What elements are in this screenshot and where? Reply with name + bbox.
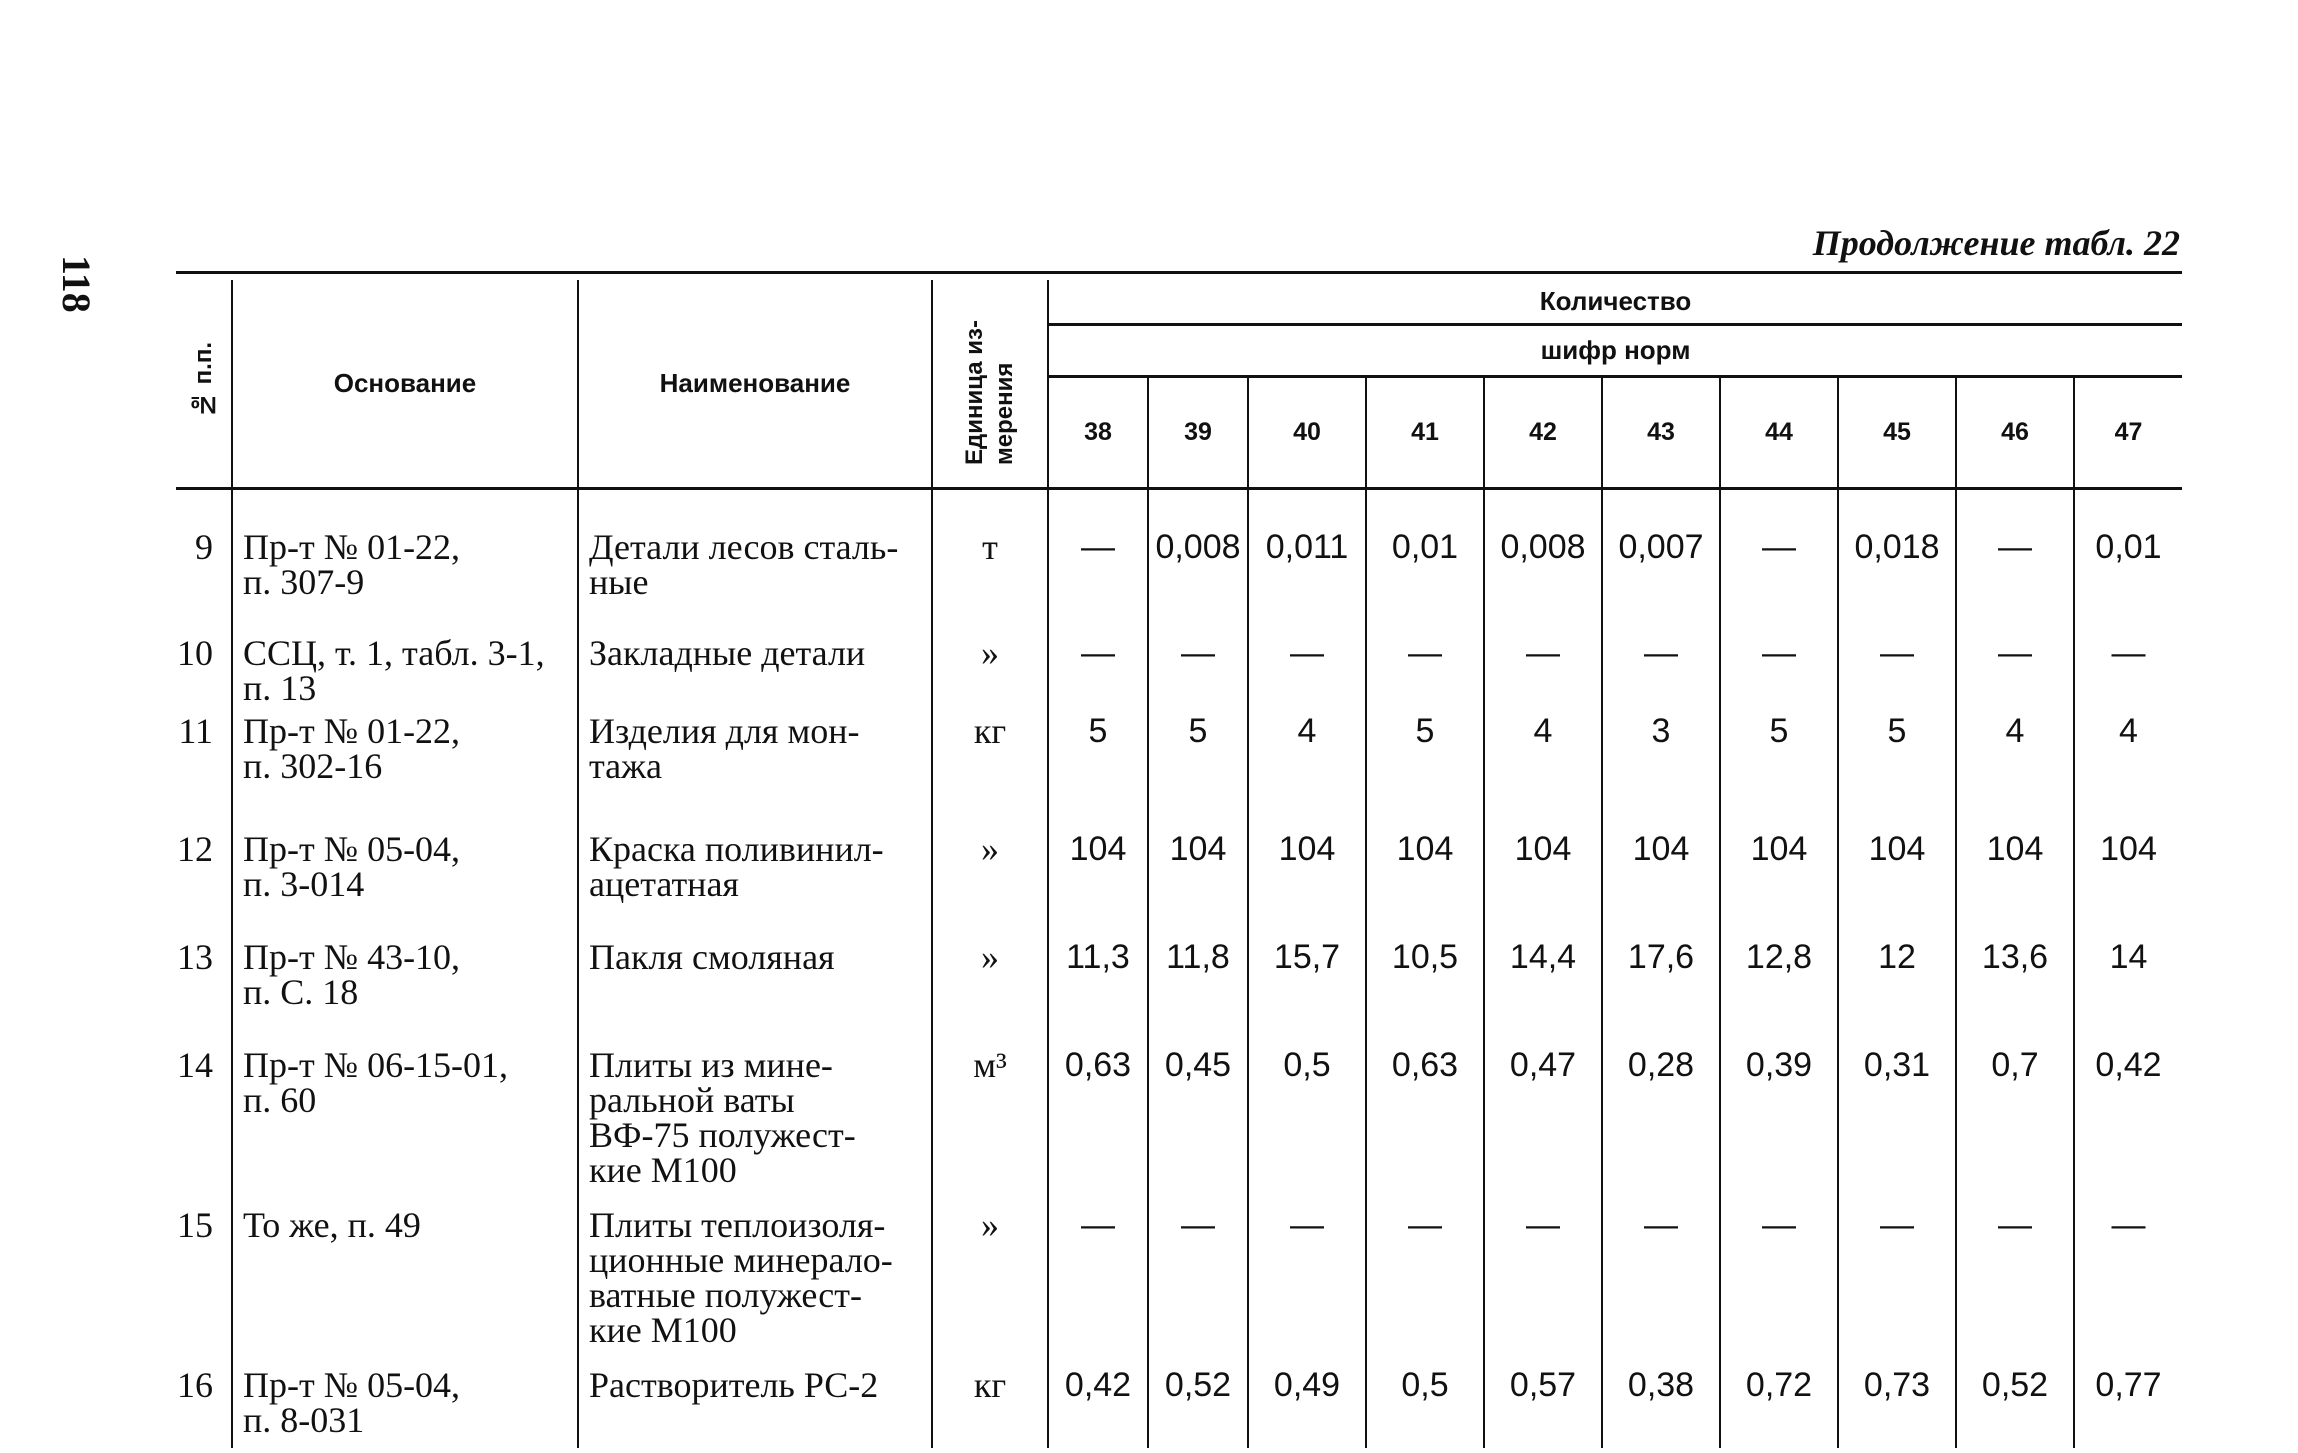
row-name: Краска поливинил- ацетатная bbox=[578, 812, 932, 920]
row-value: 10,5 bbox=[1366, 920, 1484, 1028]
row-value: 17,6 bbox=[1602, 920, 1720, 1028]
row-unit: » bbox=[932, 812, 1048, 920]
row-value: 0,01 bbox=[1366, 488, 1484, 628]
row-unit: » bbox=[932, 920, 1048, 1028]
header-code-cell: 45 bbox=[1838, 376, 1956, 488]
table-row bbox=[176, 706, 2182, 812]
row-value: — bbox=[1956, 488, 2074, 628]
row-value: — bbox=[1484, 628, 1602, 706]
table-top-rule bbox=[176, 271, 2182, 274]
table-body bbox=[176, 488, 2182, 1448]
row-value: 104 bbox=[1148, 812, 1248, 920]
row-number: 14 bbox=[177, 1045, 213, 1085]
row-value: 0,018 bbox=[1838, 488, 1956, 628]
header-code-cell: 39 bbox=[1148, 376, 1248, 488]
header-quantity: Количество bbox=[1048, 280, 2182, 324]
row-value: — bbox=[2074, 1188, 2182, 1348]
row-value: — bbox=[1366, 628, 1484, 706]
row-value: 0,7 bbox=[1956, 1028, 2074, 1188]
page-number: 118 bbox=[54, 255, 99, 313]
row-value: 12,8 bbox=[1720, 920, 1838, 1028]
row-value: 11,3 bbox=[1048, 920, 1148, 1028]
row-value: 3 bbox=[1602, 706, 1720, 812]
row-value: 0,57 bbox=[1484, 1348, 1602, 1448]
row-value: 0,008 bbox=[1148, 488, 1248, 628]
header-num bbox=[176, 280, 232, 488]
row-value: — bbox=[1602, 1188, 1720, 1348]
row-value: 0,72 bbox=[1720, 1348, 1838, 1448]
row-value: 0,77 bbox=[2074, 1348, 2182, 1448]
row-name: Плиты из мине- ральной ваты ВФ-75 полужест- кие М100 bbox=[578, 1028, 932, 1188]
row-value: — bbox=[1838, 1188, 1956, 1348]
row-value: 104 bbox=[1048, 812, 1148, 920]
row-value: 13,6 bbox=[1956, 920, 2074, 1028]
row-value: 0,42 bbox=[2074, 1028, 2182, 1188]
row-value: — bbox=[1956, 628, 2074, 706]
table-continuation-title: Продолжение табл. 22 bbox=[1812, 223, 2180, 263]
row-value: — bbox=[1048, 628, 1148, 706]
row-number: 15 bbox=[177, 1205, 213, 1245]
norms-table bbox=[176, 280, 2182, 1448]
header-unit-label: Единица из- мерения bbox=[961, 319, 1018, 465]
row-value: 5 bbox=[1048, 706, 1148, 812]
row-value: 0,39 bbox=[1720, 1028, 1838, 1188]
header-unit bbox=[932, 280, 1048, 488]
table-row bbox=[176, 1028, 2182, 1188]
row-value: 0,63 bbox=[1048, 1028, 1148, 1188]
row-value: 4 bbox=[2074, 706, 2182, 812]
header-norm-code: шифр норм bbox=[1048, 324, 2182, 376]
row-value: — bbox=[1720, 1188, 1838, 1348]
row-value: 0,5 bbox=[1366, 1348, 1484, 1448]
row-value: 15,7 bbox=[1248, 920, 1366, 1028]
row-value: 0,28 bbox=[1602, 1028, 1720, 1188]
row-value: 104 bbox=[1248, 812, 1366, 920]
row-value: 12 bbox=[1838, 920, 1956, 1028]
row-value: — bbox=[1248, 628, 1366, 706]
row-name: Закладные детали bbox=[578, 628, 932, 706]
row-value: 0,52 bbox=[1148, 1348, 1248, 1448]
row-value: 4 bbox=[1248, 706, 1366, 812]
header-code-cell: 40 bbox=[1248, 376, 1366, 488]
table-row bbox=[176, 1348, 2182, 1448]
row-value: 0,49 bbox=[1248, 1348, 1366, 1448]
row-value: 5 bbox=[1838, 706, 1956, 812]
row-value: 14 bbox=[2074, 920, 2182, 1028]
row-value: 0,008 bbox=[1484, 488, 1602, 628]
row-name: Плиты теплоизоля- ционные минерало- ватные полужест- кие М100 bbox=[578, 1188, 932, 1348]
row-value: 104 bbox=[1838, 812, 1956, 920]
row-value: 14,4 bbox=[1484, 920, 1602, 1028]
row-value: 4 bbox=[1484, 706, 1602, 812]
row-unit: т bbox=[932, 488, 1048, 628]
row-value: 0,52 bbox=[1956, 1348, 2074, 1448]
row-value: 0,47 bbox=[1484, 1028, 1602, 1188]
table-row bbox=[176, 628, 2182, 706]
header-code-cell: 46 bbox=[1956, 376, 2074, 488]
row-value: — bbox=[1838, 628, 1956, 706]
row-unit: » bbox=[932, 1188, 1048, 1348]
row-value: 104 bbox=[2074, 812, 2182, 920]
header-code-cell: 44 bbox=[1720, 376, 1838, 488]
row-basis: Пр-т № 05-04, п. 3-014 bbox=[232, 812, 578, 920]
row-unit: м³ bbox=[932, 1028, 1048, 1188]
row-value: 5 bbox=[1366, 706, 1484, 812]
row-value: — bbox=[1602, 628, 1720, 706]
row-number: 16 bbox=[177, 1365, 213, 1405]
header-name: Наименование bbox=[578, 280, 932, 488]
row-basis: Пр-т № 01-22, п. 302-16 bbox=[232, 706, 578, 812]
row-value: — bbox=[1048, 488, 1148, 628]
table-row bbox=[176, 1188, 2182, 1348]
row-basis: Пр-т № 01-22, п. 307-9 bbox=[232, 488, 578, 628]
row-value: — bbox=[1048, 1188, 1148, 1348]
row-number: 9 bbox=[195, 526, 213, 567]
header-num-label: № п.п. bbox=[189, 341, 217, 418]
row-value: 104 bbox=[1720, 812, 1838, 920]
row-name: Пакля смоляная bbox=[578, 920, 932, 1028]
row-value: 0,007 bbox=[1602, 488, 1720, 628]
row-basis: Пр-т № 05-04, п. 8-031 bbox=[232, 1348, 578, 1448]
table-row bbox=[176, 812, 2182, 920]
row-value: — bbox=[1148, 628, 1248, 706]
header-code-cell: 43 bbox=[1602, 376, 1720, 488]
row-value: — bbox=[1720, 628, 1838, 706]
row-value: 11,8 bbox=[1148, 920, 1248, 1028]
row-value: — bbox=[1248, 1188, 1366, 1348]
row-name: Изделия для мон- тажа bbox=[578, 706, 932, 812]
header-basis: Основание bbox=[232, 280, 578, 488]
header-code-cell: 41 bbox=[1366, 376, 1484, 488]
row-unit: » bbox=[932, 628, 1048, 706]
row-value: 0,31 bbox=[1838, 1028, 1956, 1188]
row-basis: Пр-т № 06-15-01, п. 60 bbox=[232, 1028, 578, 1188]
row-value: 0,01 bbox=[2074, 488, 2182, 628]
row-value: 0,011 bbox=[1248, 488, 1366, 628]
row-value: — bbox=[1366, 1188, 1484, 1348]
row-value: 0,45 bbox=[1148, 1028, 1248, 1188]
row-number: 12 bbox=[177, 829, 213, 869]
row-value: — bbox=[1720, 488, 1838, 628]
row-value: 0,63 bbox=[1366, 1028, 1484, 1188]
row-value: 0,38 bbox=[1602, 1348, 1720, 1448]
row-value: 104 bbox=[1602, 812, 1720, 920]
row-basis: ССЦ, т. 1, табл. 3-1, п. 13 bbox=[232, 628, 578, 706]
row-value: — bbox=[1484, 1188, 1602, 1348]
row-number: 10 bbox=[177, 633, 213, 673]
row-value: — bbox=[2074, 628, 2182, 706]
row-value: 5 bbox=[1148, 706, 1248, 812]
table-row bbox=[176, 488, 2182, 628]
row-value: 0,42 bbox=[1048, 1348, 1148, 1448]
row-unit: кг bbox=[932, 706, 1048, 812]
row-basis: То же, п. 49 bbox=[232, 1188, 578, 1348]
table-row bbox=[176, 920, 2182, 1028]
row-value: 104 bbox=[1366, 812, 1484, 920]
header-code-cell: 47 bbox=[2074, 376, 2182, 488]
row-value: 104 bbox=[1484, 812, 1602, 920]
row-name: Детали лесов сталь- ные bbox=[578, 488, 932, 628]
row-value: — bbox=[1148, 1188, 1248, 1348]
row-basis: Пр-т № 43-10, п. С. 18 bbox=[232, 920, 578, 1028]
row-unit: кг bbox=[932, 1348, 1048, 1448]
row-value: 104 bbox=[1956, 812, 2074, 920]
row-number: 11 bbox=[178, 711, 213, 751]
row-name: Растворитель РС-2 bbox=[578, 1348, 932, 1448]
header-code-cell: 42 bbox=[1484, 376, 1602, 488]
header-code-cell: 38 bbox=[1048, 376, 1148, 488]
row-value: 0,5 bbox=[1248, 1028, 1366, 1188]
row-number: 13 bbox=[177, 937, 213, 977]
row-value: 0,73 bbox=[1838, 1348, 1956, 1448]
row-value: 5 bbox=[1720, 706, 1838, 812]
row-value: 4 bbox=[1956, 706, 2074, 812]
row-value: — bbox=[1956, 1188, 2074, 1348]
